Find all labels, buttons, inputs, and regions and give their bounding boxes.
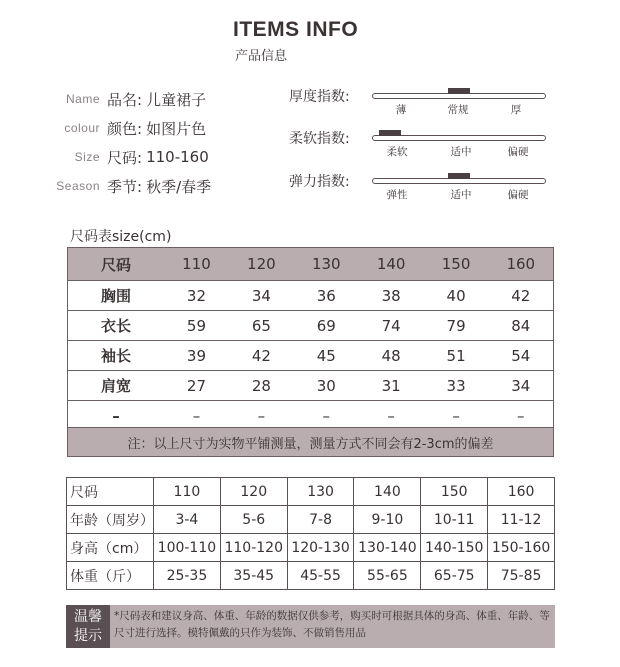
table-cell: 120-130	[287, 534, 354, 562]
table-cell: –	[359, 401, 424, 431]
table-cell: 38	[359, 281, 424, 311]
info-label-cn: 颜色:	[107, 119, 143, 138]
tips-tag	[66, 605, 110, 648]
table-cell: 25-35	[154, 562, 221, 590]
elasticity-index-marker	[448, 173, 470, 179]
tips-text: *尺码表和建议身高、体重、年龄的数据仅供参考，购买时可根据具体的身高、体重、年龄、等尺寸进行选择。模特佩戴的只作为装饰、不做销售用品	[114, 610, 550, 639]
table-cell: 110	[154, 478, 221, 506]
table-cell: 9-10	[354, 506, 421, 534]
info-label-cn: 品名:	[107, 90, 143, 109]
table-cell: 140	[359, 248, 424, 281]
table-cell: 42	[489, 281, 554, 311]
table-row	[68, 281, 554, 311]
info-label-en: Size	[74, 150, 100, 164]
table-cell: 84	[489, 311, 554, 341]
table-cell: 7-8	[287, 506, 354, 534]
table-cell: 39	[164, 341, 229, 371]
table-cell: 27	[164, 371, 229, 401]
table-cell: 110	[164, 248, 229, 281]
table-cell: 3-4	[154, 506, 221, 534]
softness-index-scale	[372, 135, 546, 141]
table-cell: 54	[489, 341, 554, 371]
table-cell: 11-12	[488, 506, 555, 534]
table-cell: 31	[359, 371, 424, 401]
thickness-option: 常规	[447, 104, 469, 116]
table-cell: 120	[220, 478, 287, 506]
table-cell: 肩宽	[68, 371, 165, 401]
table-cell: 衣长	[68, 311, 165, 341]
measurement-note: 注：以上尺寸为实物平铺测量，测量方式不同会有2-3cm的偏差	[67, 427, 554, 457]
table-cell: 32	[164, 281, 229, 311]
table-cell: 75-85	[488, 562, 555, 590]
table-cell: 55-65	[354, 562, 421, 590]
table-cell: 51	[424, 341, 489, 371]
table-cell: 110-120	[220, 534, 287, 562]
table-cell: 42	[229, 341, 294, 371]
reference-table	[66, 477, 555, 590]
table-cell: 48	[359, 341, 424, 371]
table-cell: 胸围	[68, 281, 165, 311]
table-cell: 28	[229, 371, 294, 401]
size-table-caption: 尺码表size(cm)	[70, 229, 172, 245]
softness-index-label: 柔软指数:	[289, 131, 350, 147]
table-cell: 59	[164, 311, 229, 341]
page-title: ITEMS INFO	[233, 18, 359, 41]
table-cell: 40	[424, 281, 489, 311]
elasticity-option: 适中	[450, 189, 472, 201]
softness-option: 柔软	[386, 146, 408, 158]
table-cell: 袖长	[68, 341, 165, 371]
elasticity-option: 弹性	[386, 189, 408, 201]
table-cell: 140	[354, 478, 421, 506]
table-cell: –	[424, 401, 489, 431]
table-cell: 体重（斤）	[67, 562, 154, 590]
table-cell: 45	[294, 341, 359, 371]
thickness-index-label: 厚度指数:	[289, 89, 350, 105]
tips-tag-line: 提示	[74, 627, 102, 644]
table-cell: 65-75	[421, 562, 488, 590]
table-cell: 年龄（周岁）	[67, 506, 154, 534]
info-row-colour	[40, 116, 280, 140]
table-cell: 150	[421, 478, 488, 506]
table-cell: 5-6	[220, 506, 287, 534]
table-cell: 69	[294, 311, 359, 341]
table-cell: –	[294, 401, 359, 431]
table-cell: 45-55	[287, 562, 354, 590]
table-cell: –	[489, 401, 554, 431]
table-cell: 74	[359, 311, 424, 341]
table-cell: 35-45	[220, 562, 287, 590]
table-cell: 100-110	[154, 534, 221, 562]
table-cell: –	[164, 401, 229, 431]
table-cell: 79	[424, 311, 489, 341]
info-label-en: Name	[65, 92, 100, 106]
table-cell: 150-160	[488, 534, 555, 562]
table-cell: 120	[229, 248, 294, 281]
info-label-cn: 季节:	[107, 177, 143, 196]
thickness-index-marker	[448, 88, 470, 94]
table-cell: 尺码	[67, 478, 154, 506]
softness-option: 适中	[450, 146, 472, 158]
table-cell: 33	[424, 371, 489, 401]
page-subtitle: 产品信息	[235, 49, 288, 64]
table-cell: 34	[229, 281, 294, 311]
info-label-en: colour	[64, 121, 100, 135]
thickness-option: 薄	[395, 104, 407, 116]
table-cell: –	[229, 401, 294, 431]
info-row-name	[40, 87, 280, 111]
table-cell: 65	[229, 311, 294, 341]
table-cell: 30	[294, 371, 359, 401]
table-row	[68, 401, 554, 431]
table-row	[67, 534, 555, 562]
info-label-en: Season	[56, 179, 100, 193]
info-value: 110-160	[146, 148, 209, 166]
table-row	[67, 478, 555, 506]
table-cell: 尺码	[68, 248, 165, 281]
table-cell: 身高（cm）	[67, 534, 154, 562]
table-cell: 150	[424, 248, 489, 281]
table-row	[67, 562, 555, 590]
table-row	[68, 371, 554, 401]
table-row	[68, 311, 554, 341]
table-cell: 130-140	[354, 534, 421, 562]
softness-option: 偏硬	[507, 146, 529, 158]
elasticity-index-scale	[372, 178, 546, 184]
info-row-size	[40, 145, 280, 169]
size-table-header-row	[68, 248, 554, 281]
tips-tag-line: 温馨	[74, 608, 102, 625]
table-cell: 130	[287, 478, 354, 506]
table-cell: 160	[488, 478, 555, 506]
info-value: 如图片色	[146, 119, 207, 138]
table-cell: –	[68, 401, 165, 431]
table-cell: 160	[489, 248, 554, 281]
thickness-option: 厚	[510, 104, 522, 116]
info-value: 秋季/春季	[146, 177, 212, 196]
table-cell: 36	[294, 281, 359, 311]
info-label-cn: 尺码:	[107, 148, 143, 167]
softness-index-marker	[379, 130, 401, 136]
elasticity-option: 偏硬	[507, 189, 529, 201]
table-row	[67, 506, 555, 534]
table-cell: 10-11	[421, 506, 488, 534]
table-row	[68, 341, 554, 371]
info-row-season	[40, 174, 280, 198]
info-value: 儿童裙子	[146, 90, 207, 109]
table-cell: 140-150	[421, 534, 488, 562]
thickness-index-scale	[372, 93, 546, 99]
table-cell: 34	[489, 371, 554, 401]
elasticity-index-label: 弹力指数:	[289, 174, 350, 190]
size-table	[67, 247, 554, 431]
table-cell: 130	[294, 248, 359, 281]
